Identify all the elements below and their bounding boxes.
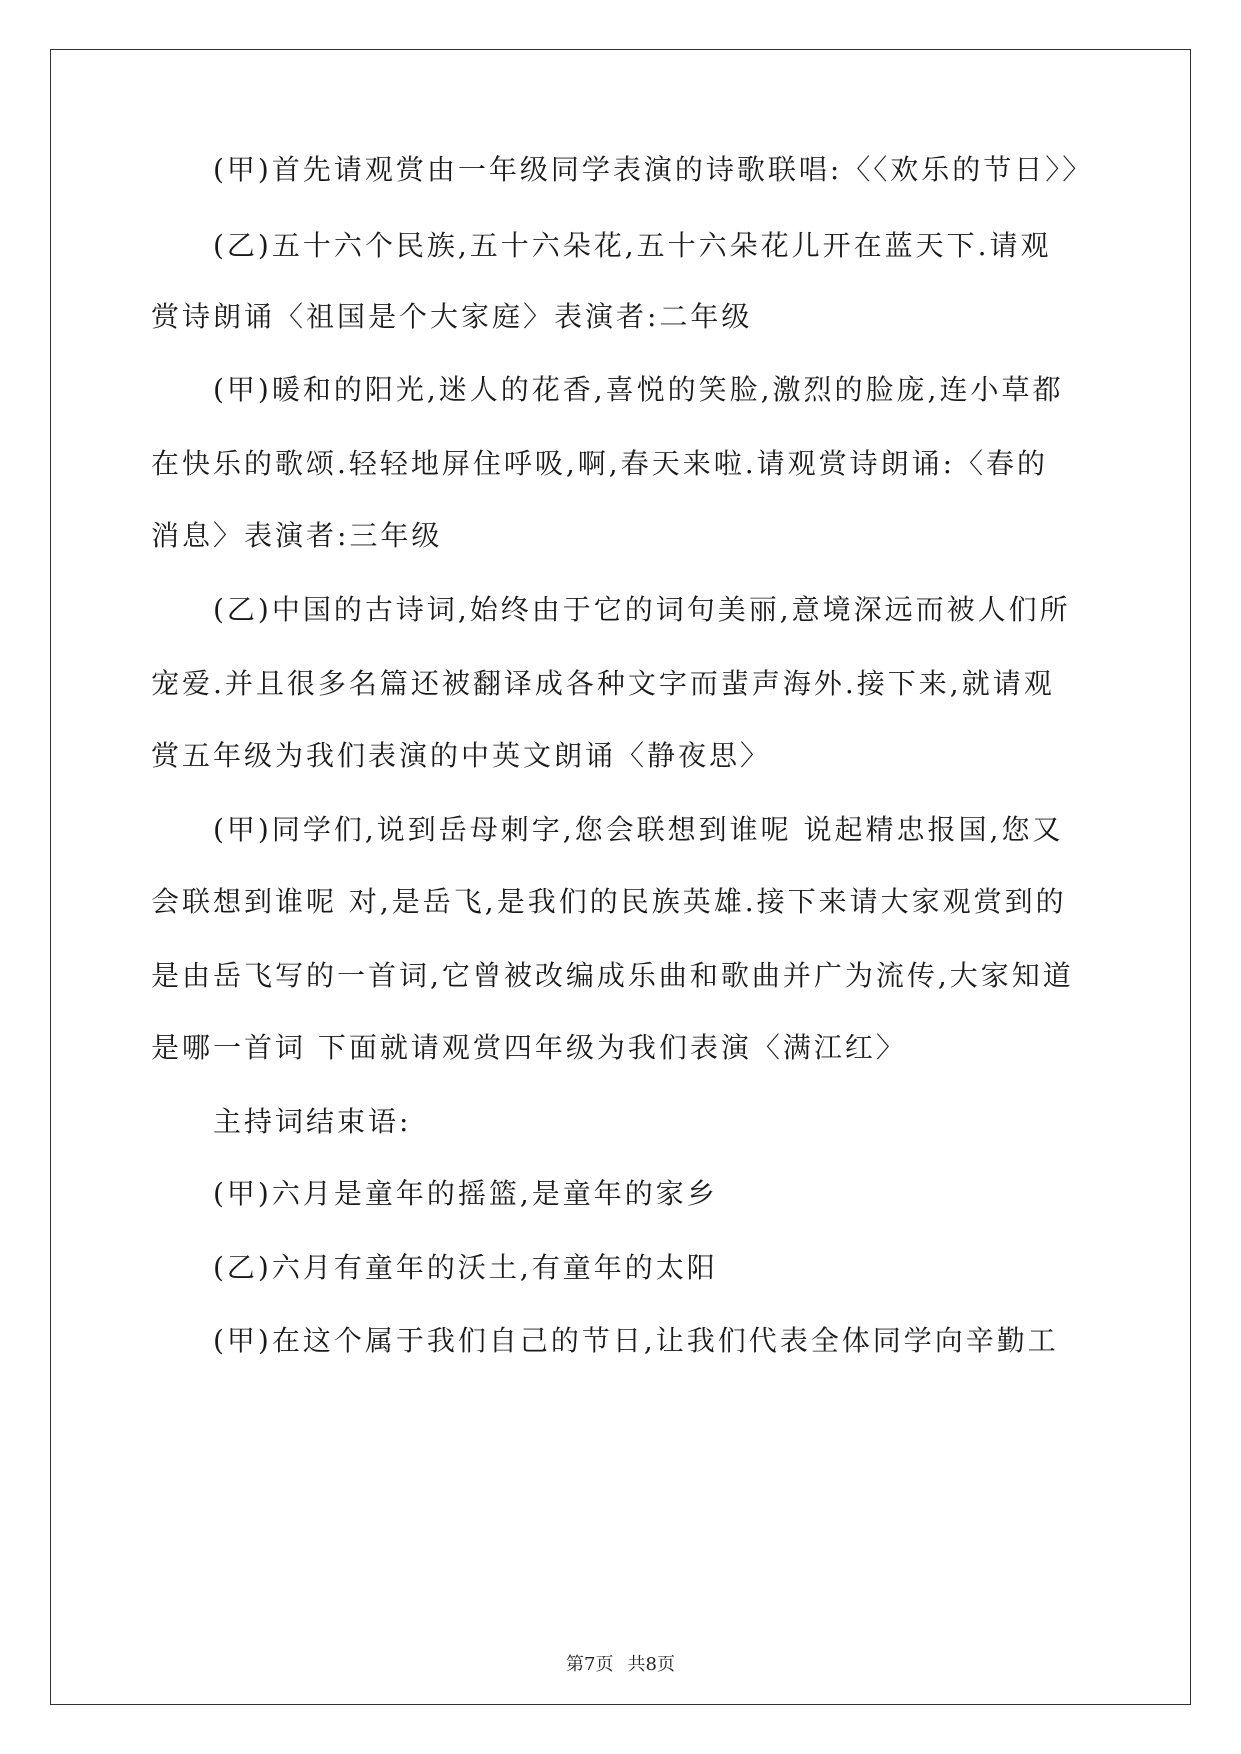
text-line: 是哪一首词 下面就请观赏四年级为我们表演〈满江红〉	[151, 1031, 907, 1064]
page-footer	[0, 1653, 1241, 1677]
text-line: (乙)五十六个民族,五十六朵花,五十六朵花儿开在蓝天下.请观	[213, 229, 1052, 262]
text-line: 赏五年级为我们表演的中英文朗诵〈静夜思〉	[151, 739, 772, 772]
text-line: 会联想到谁呢 对,是岳飞,是我们的民族英雄.接下来请大家观赏到的	[151, 885, 1067, 918]
text-line: 是由岳飞写的一首词,它曾被改编成乐曲和歌曲并广为流传,大家知道	[151, 959, 1074, 992]
page-number-total: 共8页	[627, 1654, 675, 1675]
text-line: (甲)同学们,说到岳母刺字,您会联想到谁呢 说起精忠报国,您又	[213, 813, 1064, 846]
page-number-current: 第7页	[566, 1654, 614, 1675]
text-line: (甲)首先请观赏由一年级同学表演的诗歌联唱:〈〈欢乐的节日〉〉	[213, 153, 1094, 186]
text-line: 赏诗朗诵〈祖国是个大家庭〉表演者:二年级	[151, 300, 753, 333]
text-line: (乙)六月有童年的沃土,有童年的太阳	[213, 1251, 718, 1284]
text-line: 消息〉表演者:三年级	[151, 519, 443, 552]
text-line: (甲)在这个属于我们自己的节日,让我们代表全体同学向辛勤工	[213, 1324, 1059, 1357]
text-line: (甲)六月是童年的摇篮,是童年的家乡	[213, 1177, 718, 1210]
text-line: (甲)暖和的阳光,迷人的花香,喜悦的笑脸,激烈的脸庞,连小草都	[213, 373, 1064, 406]
section-heading: 主持词结束语:	[213, 1105, 412, 1138]
text-line: (乙)中国的古诗词,始终由于它的词句美丽,意境深远而被人们所	[213, 593, 1071, 626]
text-line: 宠爱.并且很多名篇还被翻译成各种文字而蜚声海外.接下来,就请观	[151, 667, 1055, 700]
text-line: 在快乐的歌颂.轻轻地屏住呼吸,啊,春天来啦.请观赏诗朗诵:〈春的	[151, 447, 1049, 480]
